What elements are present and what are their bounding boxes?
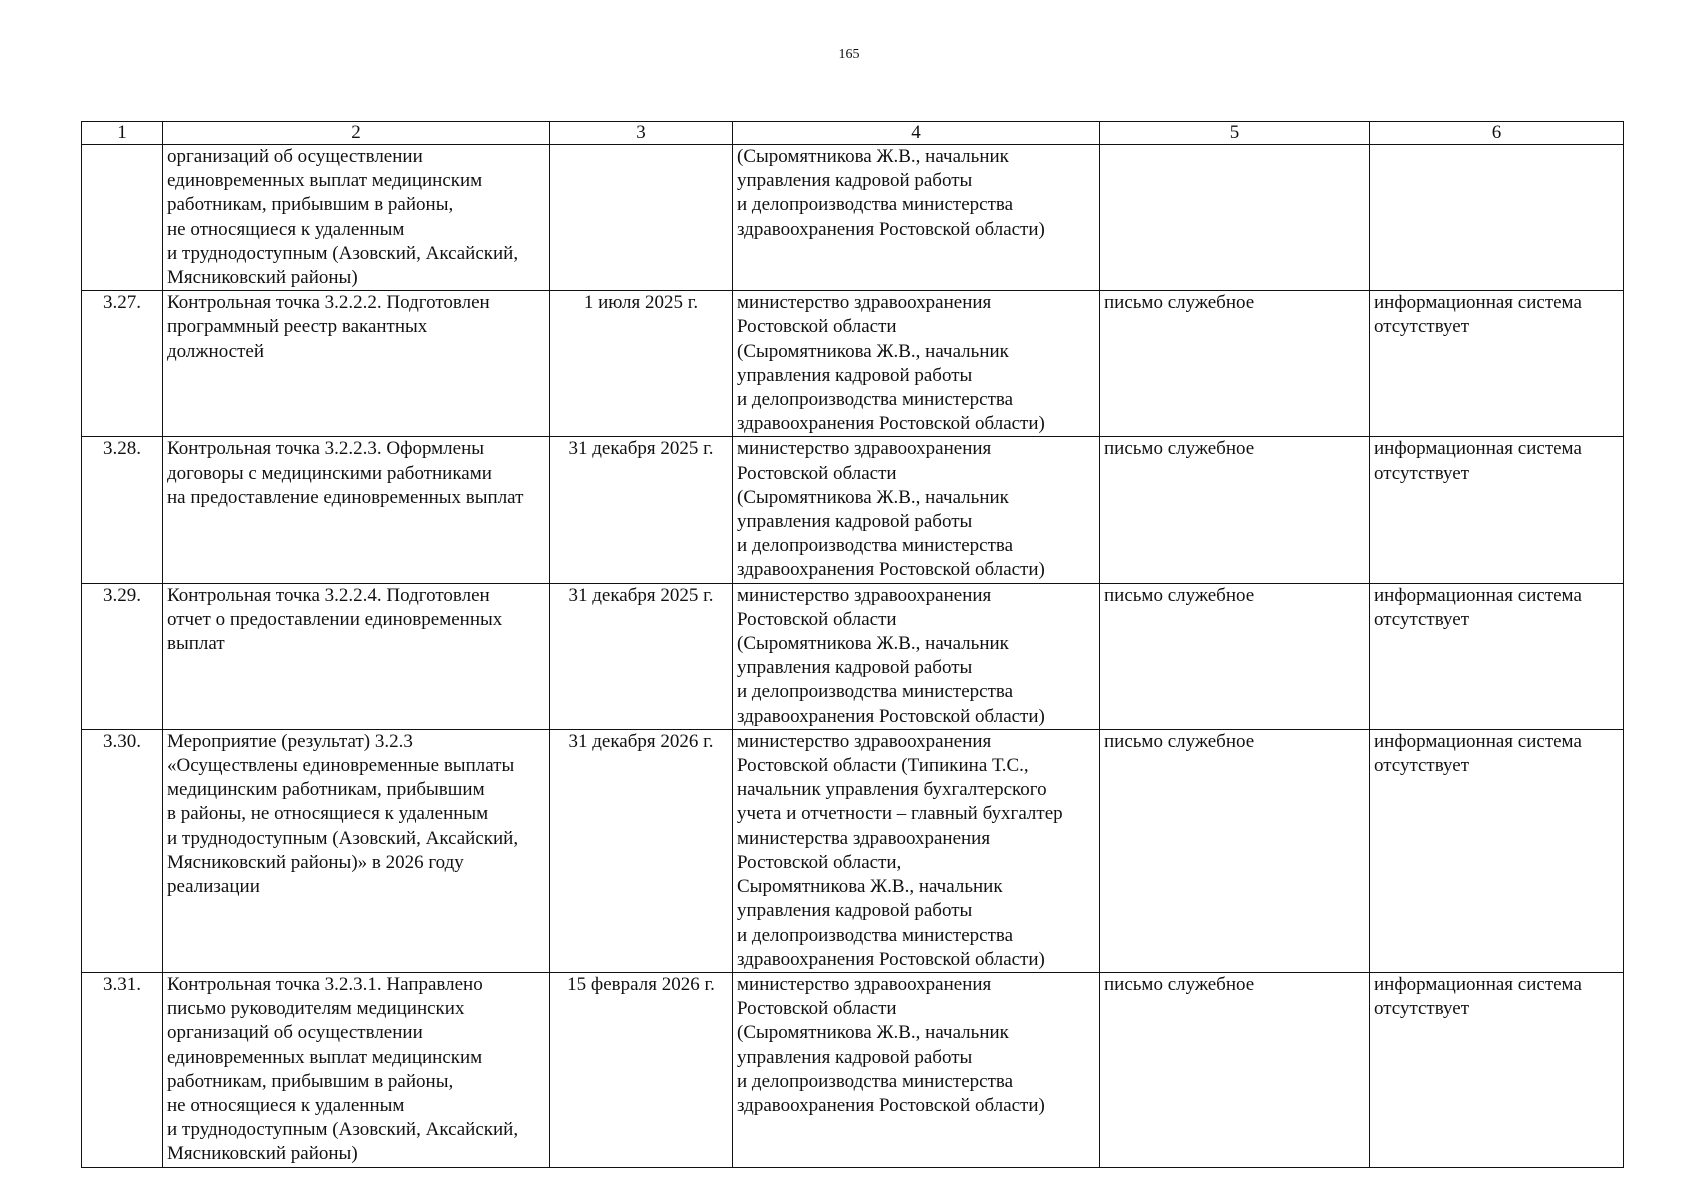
row-number: 3.29.: [82, 583, 163, 729]
row-number: 3.31.: [82, 972, 163, 1167]
page-number: 165: [838, 47, 860, 62]
row-date: 15 февраля 2026 г.: [550, 972, 733, 1167]
header-row: [82, 122, 1624, 145]
row-document: письмо служебное: [1100, 437, 1370, 583]
row-date: 1 июля 2025 г.: [550, 291, 733, 437]
row-system: информационная система отсутствует: [1370, 437, 1624, 583]
row-description: Контрольная точка 3.2.3.1. Направлено письмо руководителям медицинских организаций об осуществлении единовременных выплат медицинским работникам, прибывшим в районы, не относящиеся к удаленным и труднодоступным (Азовский, Аксайский, Мясниковский районы): [163, 972, 550, 1167]
row-date: 31 декабря 2026 г.: [550, 729, 733, 972]
row-system: информационная система отсутствует: [1370, 729, 1624, 972]
column-header-3: 3: [550, 122, 733, 145]
column-header-4: 4: [733, 122, 1100, 145]
table-row: [82, 145, 1624, 291]
row-description: организаций об осуществлении единовременных выплат медицинским работникам, прибывшим в районы, не относящиеся к удаленным и труднодоступным (Азовский, Аксайский, Мясниковский районы): [163, 145, 550, 291]
row-description: Мероприятие (результат) 3.2.3 «Осуществлены единовременные выплаты медицинским работникам, прибывшим в районы, не относящиеся к удаленным и труднодоступным (Азовский, Аксайский, Мясниковский районы)» в 2026 году реализации: [163, 729, 550, 972]
row-document: [1100, 145, 1370, 291]
row-document: письмо служебное: [1100, 291, 1370, 437]
column-header-5: 5: [1100, 122, 1370, 145]
row-responsible: министерство здравоохранения Ростовской области (Сыромятникова Ж.В., начальник управления кадровой работы и делопроизводства министерства здравоохранения Ростовской области): [733, 583, 1100, 729]
row-responsible: министерство здравоохранения Ростовской области (Сыромятникова Ж.В., начальник управления кадровой работы и делопроизводства министерства здравоохранения Ростовской области): [733, 972, 1100, 1167]
plan-table: [81, 121, 1624, 1168]
row-system: информационная система отсутствует: [1370, 583, 1624, 729]
table-row: [82, 437, 1624, 583]
row-system: [1370, 145, 1624, 291]
row-number: 3.30.: [82, 729, 163, 972]
column-header-6: 6: [1370, 122, 1624, 145]
row-system: информационная система отсутствует: [1370, 972, 1624, 1167]
row-date: [550, 145, 733, 291]
row-system: информационная система отсутствует: [1370, 291, 1624, 437]
table-row: [82, 729, 1624, 972]
row-document: письмо служебное: [1100, 729, 1370, 972]
row-date: 31 декабря 2025 г.: [550, 437, 733, 583]
row-description: Контрольная точка 3.2.2.3. Оформлены договоры с медицинскими работниками на предоставление единовременных выплат: [163, 437, 550, 583]
row-date: 31 декабря 2025 г.: [550, 583, 733, 729]
row-responsible: (Сыромятникова Ж.В., начальник управления кадровой работы и делопроизводства министерства здравоохранения Ростовской области): [733, 145, 1100, 291]
table-row: [82, 291, 1624, 437]
column-header-2: 2: [163, 122, 550, 145]
column-header-1: 1: [82, 122, 163, 145]
row-responsible: министерство здравоохранения Ростовской области (Типикина Т.С., начальник управления бухгалтерского учета и отчетности – главный бухгалтер министерства здравоохранения Ростовской области, Сыромятникова Ж.В., начальник управления кадровой работы и делопроизводства министерства здравоохранения Ростовской области): [733, 729, 1100, 972]
row-document: письмо служебное: [1100, 972, 1370, 1167]
table-row: [82, 583, 1624, 729]
row-number: 3.27.: [82, 291, 163, 437]
table-row: [82, 972, 1624, 1167]
row-number: 3.28.: [82, 437, 163, 583]
row-description: Контрольная точка 3.2.2.4. Подготовлен отчет о предоставлении единовременных выплат: [163, 583, 550, 729]
row-responsible: министерство здравоохранения Ростовской области (Сыромятникова Ж.В., начальник управления кадровой работы и делопроизводства министерства здравоохранения Ростовской области): [733, 437, 1100, 583]
row-description: Контрольная точка 3.2.2.2. Подготовлен программный реестр вакантных должностей: [163, 291, 550, 437]
row-number: [82, 145, 163, 291]
row-responsible: министерство здравоохранения Ростовской области (Сыромятникова Ж.В., начальник управления кадровой работы и делопроизводства министерства здравоохранения Ростовской области): [733, 291, 1100, 437]
row-document: письмо служебное: [1100, 583, 1370, 729]
